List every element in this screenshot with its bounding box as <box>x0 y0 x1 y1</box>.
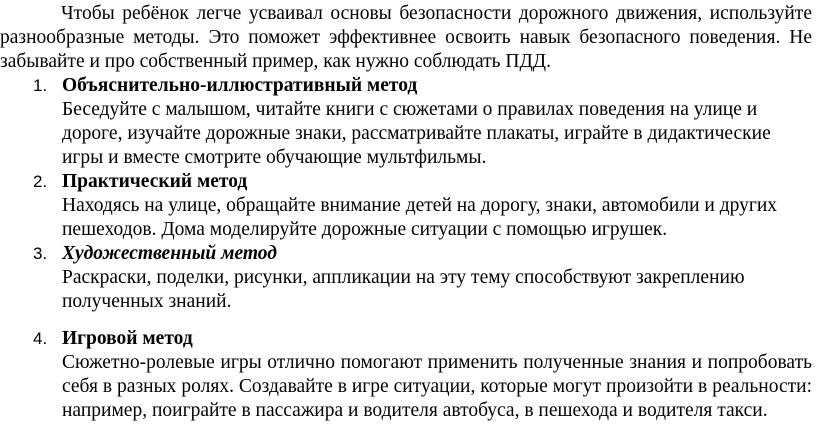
method-description: Находясь на улице, обращайте внимание детей на дорогу, знаки, автомобили и других пешеходов. Дома моделируйте дорожные ситуации с помощью игрушек. <box>62 195 778 240</box>
method-title: Объяснительно-иллюстративный метод <box>62 75 418 96</box>
method-description: Сюжетно-ролевые игры отлично помогают применить полученные знания и попробовать себя в разных ролях. Создавайте в игре ситуации, которые могут произойти в реальности: например, поиграйте в пассажира и водителя автобуса, в пешехода и водителя такси. <box>62 352 812 421</box>
method-description: Раскраски, поделки, рисунки, аппликации на эту тему способствуют закреплению полученных знаний. <box>62 267 745 312</box>
method-title: Практический метод <box>62 171 248 192</box>
method-title: Игровой метод <box>62 328 193 349</box>
item-number: 1. <box>33 76 48 95</box>
intro-paragraph: Чтобы ребёнок легче усваивал основы безопасности дорожного движения, используйте разнообразные методы. Это поможет эффективнее освоить навык безопасного поведения. Не забывайте и про собственный пример, как нужно соблюдать ПДД. <box>0 3 812 72</box>
item-number: 3. <box>33 244 48 263</box>
item-number: 2. <box>33 172 48 191</box>
method-title: Художественный метод <box>62 243 277 264</box>
item-number: 4. <box>33 329 48 348</box>
method-description: Беседуйте с малышом, читайте книги с сюжетами о правилах поведения на улице и дороге, изучайте дорожные знаки, рассматривайте плакаты, играйте в дидактические игры и вместе смотрите обучающие мультфильмы. <box>62 99 771 168</box>
